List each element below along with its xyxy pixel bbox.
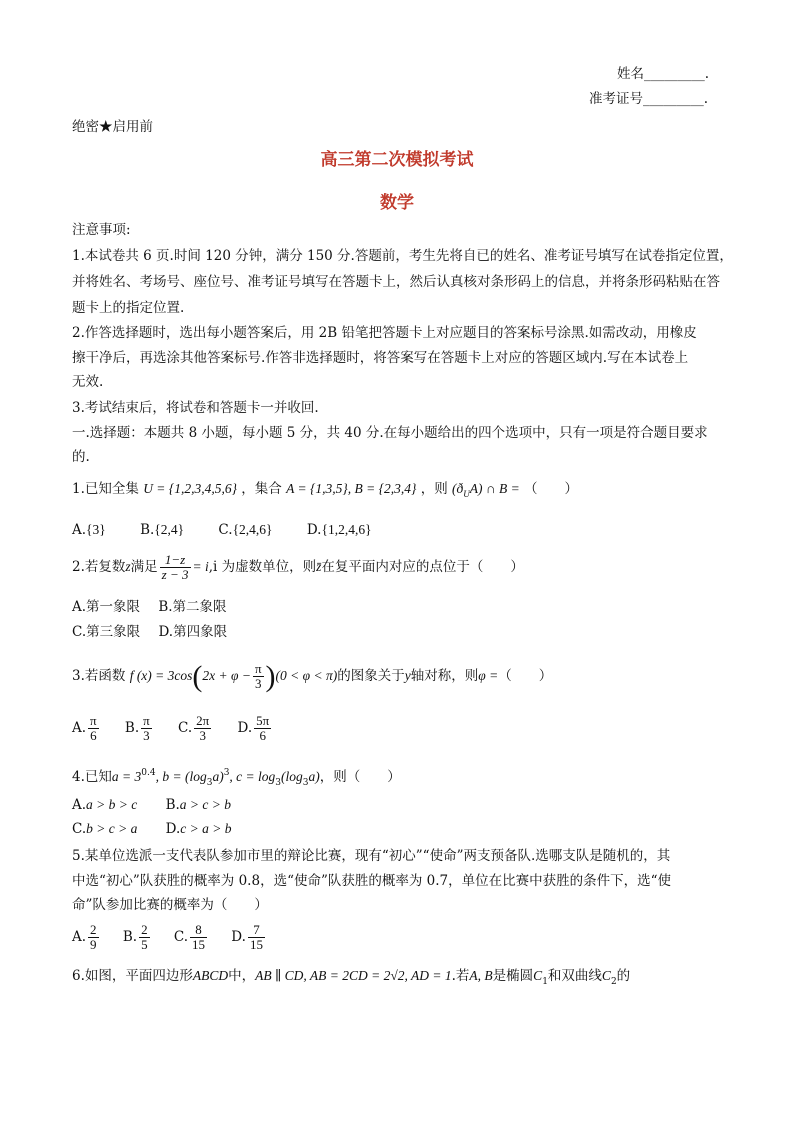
q5-option-b: B. $\frac{2}{5}$ xyxy=(122,922,148,952)
note-2-line-1: 2.作答选择题时，选出每小题答案后，用 2B 铅笔把答题卡上对应题目的答案标号涂黑.如需改动，用橡皮 xyxy=(72,325,697,341)
name-field: 姓名_________. xyxy=(617,66,710,82)
notes-heading: 注意事项: xyxy=(72,222,131,238)
q1-universal-set: U = {1,2,3,4,5,6} xyxy=(143,481,237,496)
note-3: 3.考试结束后，将试卷和答题卡一并收回. xyxy=(72,400,319,416)
q5-option-d: D. $\frac{7}{15}$ xyxy=(231,922,263,952)
question-3: 3.若函数 f (x) = 3cos(2x + φ − $\frac{\pi}{3}$ )(0 < φ < π)的图象关于y轴对称，则φ =（ ） xyxy=(72,660,553,693)
name-blank: _________ xyxy=(644,66,705,82)
q5-line-3: 命”队参加比赛的概率为（ ） xyxy=(72,897,268,913)
q1-options xyxy=(72,520,372,540)
q3-option-d: D. $\frac{5\pi}{6}$ xyxy=(237,713,270,743)
q2-fraction: $\frac{1-z}{z - 3}$ xyxy=(161,552,189,582)
exam-id-field: 准考证号_________. xyxy=(589,91,709,107)
question-2: 2.若复数z满足 $\frac{1-z}{z - 3}$ = i,i 为虚数单位，则z̄在复平面内对应的点位于（ ） xyxy=(72,552,524,582)
q1-sets-ab: A = {1,3,5}, B = {2,3,4} xyxy=(286,481,417,496)
q1-option-d: D.{1,2,4,6} xyxy=(306,522,372,538)
q1-expression: $(ð_UA)$ ∩ B = xyxy=(452,481,520,499)
q2-option-b: B.第二象限 xyxy=(158,599,227,615)
note-2-line-2: 擦干净后，再选涂其他答案标号.作答非选择题时，将答案写在答题卡上对应的答题区域内.写在本试卷上 xyxy=(72,350,689,366)
exam-id-blank: _________ xyxy=(643,91,704,107)
q2-options-row-1 xyxy=(72,597,227,617)
question-4: 4.已知$a = 3^{0.4}$, $b = (\log_3a)^3$, $c = \log_3(\log_3a)$，则（ ） xyxy=(72,768,401,788)
q3-options xyxy=(72,714,273,743)
q4-option-b: B.a > c > b xyxy=(165,797,231,813)
note-1-line-1: 1.本试卷共 6 页.时间 120 分钟，满分 150 分.答题前，考生先将自已的姓名、准考证号填写在试卷指定位置， xyxy=(72,248,733,264)
section-1-line-2: 的. xyxy=(72,449,90,465)
q5-option-c: C. $\frac{8}{15}$ xyxy=(173,922,205,952)
q2-options-row-2 xyxy=(72,622,227,642)
q2-option-d: D.第四象限 xyxy=(158,624,228,640)
q5-line-1: 5.某单位选派一支代表队参加市里的辩论比赛，现有“初心”“使命”两支预备队.选哪支队是随机的，其 xyxy=(72,848,671,864)
q4-options-row-1 xyxy=(72,795,231,815)
section-1-line-1: 一.选择题：本题共 8 小题，每小题 5 分，共 40 分.在每小题给出的四个选项中，只有一项是符合题目要求 xyxy=(72,425,708,441)
name-label: 姓名 xyxy=(617,66,644,82)
exam-title: 高三第二次模拟考试 xyxy=(320,150,474,170)
q2-option-a: A.第一象限 xyxy=(72,599,141,615)
q4-option-c: C.b > c > a xyxy=(72,821,138,837)
q1-option-b: B.{2,4} xyxy=(140,522,185,538)
q5-line-2: 中选“初心”队获胜的概率为 0.8，选“使命”队获胜的概率为 0.7，单位在比赛中获胜的条件下，选“使 xyxy=(72,873,672,889)
note-1-line-2: 并将姓名、考场号、座位号、准考证号填写在答题卡上，然后认真核对条形码上的信息，并将条形码粘贴在答 xyxy=(72,274,720,290)
confidential-mark: 绝密★启用前 xyxy=(72,119,153,135)
subject-title: 数学 xyxy=(380,193,414,213)
q1-option-c: C.{2,4,6} xyxy=(218,522,273,538)
q3-option-b: B. $\frac{\pi}{3}$ xyxy=(124,713,150,743)
exam-id-label: 准考证号 xyxy=(589,91,643,107)
note-1-line-3: 题卡上的指定位置. xyxy=(72,300,185,316)
q3-option-a: A. $\frac{\pi}{6}$ xyxy=(72,713,97,743)
q4-option-d: D.c > a > b xyxy=(165,821,232,837)
note-2-line-3: 无效. xyxy=(72,374,104,390)
q5-option-a: A. $\frac{2}{9}$ xyxy=(72,922,97,952)
q5-options xyxy=(72,923,267,952)
q4-option-a: A.a > b > c xyxy=(72,797,138,813)
q4-options-row-2 xyxy=(72,819,232,839)
q3-option-c: C. $\frac{2\pi}{3}$ xyxy=(178,713,210,743)
question-6: 6.如图，平面四边形ABCD中，AB ∥ CD, AB = 2CD = 2√2, AD = 1.若A, B是椭圆$C_1$和双曲线$C_2$的 xyxy=(72,968,631,987)
q2-option-c: C.第三象限 xyxy=(72,624,141,640)
question-1: 1.已知全集 U = {1,2,3,4,5,6} ，集合 A = {1,3,5}, B = {2,3,4} ，则 $(ð_UA)$ ∩ B = （ ） xyxy=(72,481,579,499)
q1-option-a: A.{3} xyxy=(72,522,106,538)
